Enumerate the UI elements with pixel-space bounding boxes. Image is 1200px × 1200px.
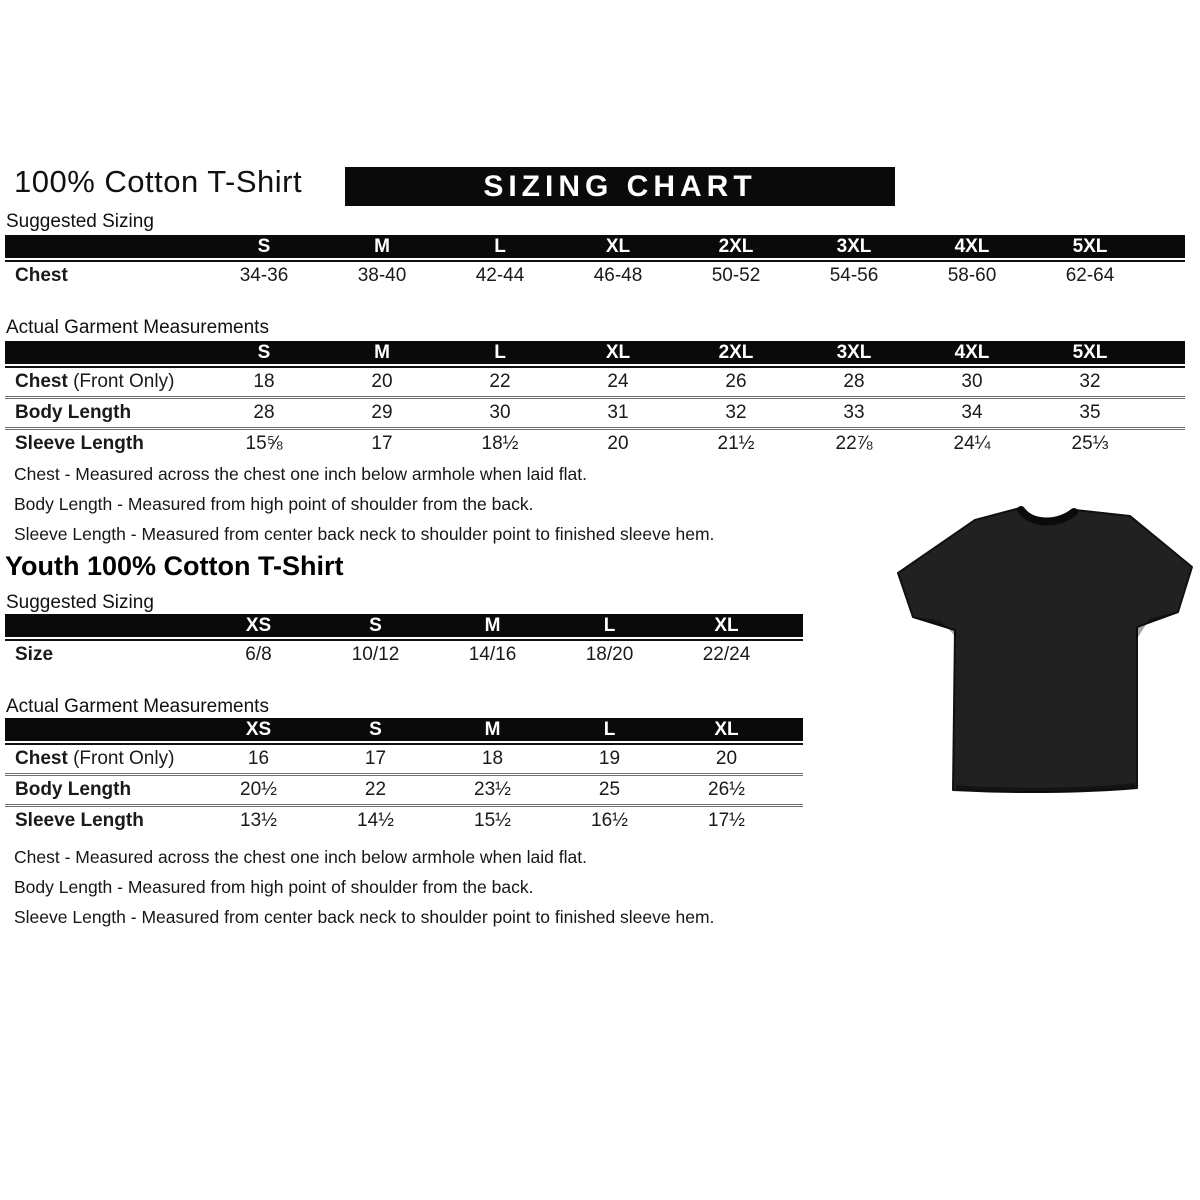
column-header: 2XL (677, 235, 795, 260)
table-header-row (5, 341, 1185, 366)
size-cell: 34-36 (205, 260, 323, 290)
size-cell: 19 (551, 743, 668, 773)
size-cell: 30 (441, 396, 559, 427)
table-row (5, 260, 1185, 290)
table-row (5, 427, 1185, 458)
header-spacer (785, 718, 803, 743)
size-cell: 23½ (434, 773, 551, 804)
size-cell: 26½ (668, 773, 785, 804)
column-header: M (323, 341, 441, 366)
size-cell: 32 (1031, 366, 1149, 396)
spacer-cell (785, 804, 803, 835)
table-row (5, 366, 1185, 396)
size-cell: 22 (317, 773, 434, 804)
size-cell: 50-52 (677, 260, 795, 290)
column-header: S (317, 718, 434, 743)
row-label (5, 260, 205, 290)
row-label-text: Size (15, 644, 54, 665)
column-header: S (205, 341, 323, 366)
table-row (5, 396, 1185, 427)
size-cell: 14/16 (434, 639, 551, 669)
size-cell: 58-60 (913, 260, 1031, 290)
column-header: M (434, 614, 551, 639)
header-spacer (5, 235, 205, 260)
column-header: L (551, 718, 668, 743)
size-cell: 18 (205, 366, 323, 396)
youth-actual-measurements-label: Actual Garment Measurements (6, 696, 269, 717)
note-sleeve-length: Sleeve Length - Measured from center back neck to shoulder point to finished sleeve hem. (14, 524, 715, 544)
size-cell: 28 (205, 396, 323, 427)
column-header: 4XL (913, 341, 1031, 366)
size-cell: 18½ (441, 427, 559, 458)
column-header: S (205, 235, 323, 260)
tshirt-graphic (880, 470, 1200, 830)
size-cell: 18 (434, 743, 551, 773)
size-cell: 33 (795, 396, 913, 427)
size-cell: 24¼ (913, 427, 1031, 458)
size-cell: 25⅓ (1031, 427, 1149, 458)
spacer-cell (1149, 366, 1185, 396)
header-spacer (1149, 341, 1185, 366)
row-label (5, 743, 200, 773)
size-cell: 18/20 (551, 639, 668, 669)
column-header: 3XL (795, 341, 913, 366)
table-row (5, 743, 803, 773)
note-body-length: Body Length - Measured from high point of shoulder from the back. (14, 877, 534, 897)
size-cell: 20 (559, 427, 677, 458)
size-cell: 17½ (668, 804, 785, 835)
row-label-suffix: (Front Only) (67, 748, 175, 769)
size-cell: 17 (317, 743, 434, 773)
row-label-text: Chest (15, 371, 68, 392)
size-cell: 16½ (551, 804, 668, 835)
youth-section-title: Youth 100% Cotton T-Shirt (5, 551, 344, 581)
row-label-text: Chest (15, 748, 68, 769)
size-cell: 20 (668, 743, 785, 773)
note-body-length: Body Length - Measured from high point of shoulder from the back. (14, 494, 534, 514)
row-label-text: Sleeve Length (15, 433, 144, 454)
size-cell: 31 (559, 396, 677, 427)
column-header: L (441, 341, 559, 366)
size-cell: 17 (323, 427, 441, 458)
row-label (5, 804, 200, 835)
size-cell: 30 (913, 366, 1031, 396)
size-cell: 22/24 (668, 639, 785, 669)
column-header: L (551, 614, 668, 639)
row-label (5, 396, 205, 427)
column-header: XL (559, 341, 677, 366)
size-cell: 46-48 (559, 260, 677, 290)
table-row (5, 804, 803, 835)
youth-suggested-sizing-table (5, 614, 803, 669)
spacer-cell (1149, 427, 1185, 458)
size-cell: 15⅝ (205, 427, 323, 458)
column-header: XL (668, 614, 785, 639)
adult-actual-measurements-table (5, 341, 1185, 458)
size-cell: 25 (551, 773, 668, 804)
spacer-cell (785, 743, 803, 773)
size-cell: 24 (559, 366, 677, 396)
header-spacer (5, 718, 200, 743)
size-cell: 34 (913, 396, 1031, 427)
header-spacer (5, 614, 200, 639)
size-cell: 13½ (200, 804, 317, 835)
size-cell: 6/8 (200, 639, 317, 669)
spacer-cell (1149, 396, 1185, 427)
size-cell: 22 (441, 366, 559, 396)
size-cell: 16 (200, 743, 317, 773)
column-header: XL (559, 235, 677, 260)
size-cell: 35 (1031, 396, 1149, 427)
size-cell: 29 (323, 396, 441, 427)
column-header: M (434, 718, 551, 743)
column-header: L (441, 235, 559, 260)
column-header: S (317, 614, 434, 639)
row-label (5, 639, 200, 669)
sizing-chart-banner: SIZING CHART (345, 167, 895, 206)
table-header-row (5, 718, 803, 743)
spacer-cell (1149, 260, 1185, 290)
adult-measurement-notes (14, 459, 714, 549)
table-header-row (5, 235, 1185, 260)
row-label (5, 773, 200, 804)
adult-actual-measurements-label: Actual Garment Measurements (6, 317, 269, 338)
size-cell: 14½ (317, 804, 434, 835)
youth-actual-measurements-table (5, 718, 803, 835)
header-spacer (5, 341, 205, 366)
size-cell: 10/12 (317, 639, 434, 669)
row-label (5, 366, 205, 396)
column-header: 5XL (1031, 341, 1149, 366)
table-header-row (5, 614, 803, 639)
youth-suggested-sizing-label: Suggested Sizing (6, 592, 154, 613)
table-row (5, 639, 803, 669)
header-spacer (785, 614, 803, 639)
table-row (5, 773, 803, 804)
column-header: 4XL (913, 235, 1031, 260)
size-cell: 26 (677, 366, 795, 396)
row-label-text: Chest (15, 265, 68, 286)
column-header: 3XL (795, 235, 913, 260)
size-cell: 42-44 (441, 260, 559, 290)
column-header: 2XL (677, 341, 795, 366)
youth-measurement-notes (14, 842, 714, 932)
column-header: XS (200, 614, 317, 639)
size-cell: 21½ (677, 427, 795, 458)
size-cell: 20½ (200, 773, 317, 804)
size-cell: 62-64 (1031, 260, 1149, 290)
note-sleeve-length: Sleeve Length - Measured from center back neck to shoulder point to finished sleeve hem. (14, 907, 715, 927)
column-header: XS (200, 718, 317, 743)
tshirt-collar (1021, 510, 1074, 522)
size-cell: 54-56 (795, 260, 913, 290)
note-chest: Chest - Measured across the chest one inch below armhole when laid flat. (14, 464, 587, 484)
adult-suggested-sizing-table (5, 235, 1185, 290)
row-label-text: Sleeve Length (15, 810, 144, 831)
size-cell: 15½ (434, 804, 551, 835)
row-label (5, 427, 205, 458)
tshirt-body (898, 508, 1192, 792)
row-label-text: Body Length (15, 402, 132, 423)
spacer-cell (785, 773, 803, 804)
size-cell: 20 (323, 366, 441, 396)
row-label-text: Body Length (15, 779, 132, 800)
row-label-suffix: (Front Only) (67, 371, 175, 392)
size-cell: 28 (795, 366, 913, 396)
note-chest: Chest - Measured across the chest one inch below armhole when laid flat. (14, 847, 587, 867)
column-header: 5XL (1031, 235, 1149, 260)
size-cell: 38-40 (323, 260, 441, 290)
column-header: M (323, 235, 441, 260)
tshirt-image (880, 470, 1200, 830)
page-title: 100% Cotton T-Shirt (14, 164, 303, 199)
size-cell: 32 (677, 396, 795, 427)
adult-suggested-sizing-label: Suggested Sizing (6, 211, 154, 232)
header-spacer (1149, 235, 1185, 260)
size-cell: 22⅞ (795, 427, 913, 458)
spacer-cell (785, 639, 803, 669)
column-header: XL (668, 718, 785, 743)
